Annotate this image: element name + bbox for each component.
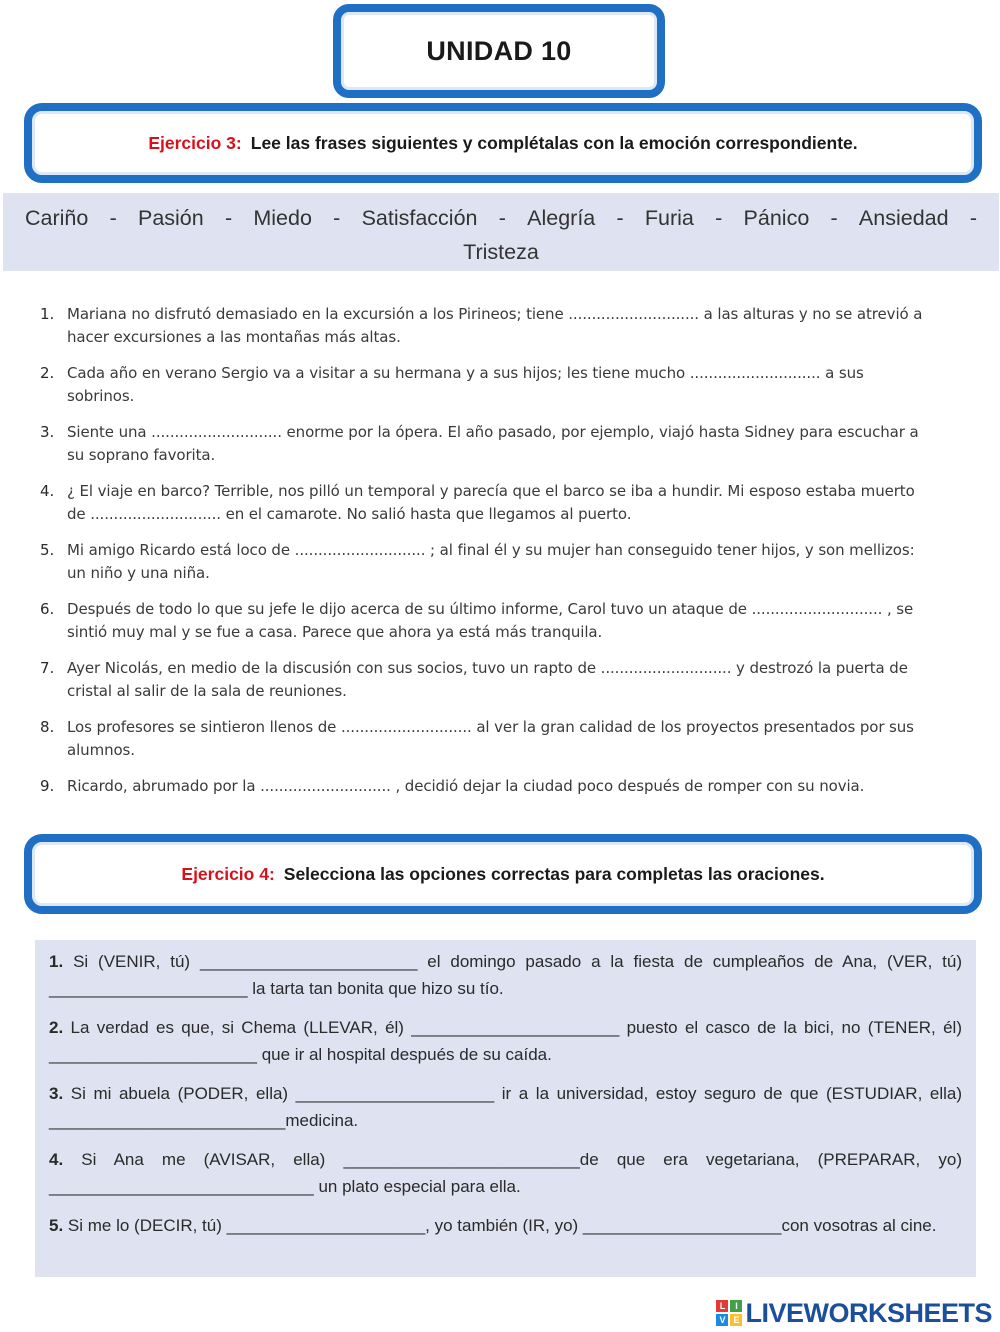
item-text: La verdad es que, si Chema (LLEVAR, él) ______________________ puesto el casco de la bici, no (TENER, él) ______________________ que ir al hospital después de su caída. xyxy=(49,1018,962,1064)
liveworksheets-logo-icon xyxy=(716,1300,742,1326)
word-bank-row xyxy=(25,201,977,235)
item-number: 2. xyxy=(49,1018,64,1037)
item-text: Si Ana me (AVISAR, ella) _________________________de que era vegetariana, (PREPARAR, yo) ____________________________ un plato especial para ella. xyxy=(49,1150,962,1196)
exercise4-panel xyxy=(35,940,976,1277)
sentence-text: Ricardo, abrumado por la ............................ , decidió dejar la ciudad poco después de romper con su novia. xyxy=(67,777,865,795)
sentence-text: Ayer Nicolás, en medio de la discusión con sus socios, tuvo un rapto de ............................ y destrozó la puerta de cristal al salir de la sala de reuniones. xyxy=(67,659,908,700)
word-bank-separator: - xyxy=(715,206,723,230)
sentence-number: 3. xyxy=(40,423,55,441)
word-bank-word: Miedo xyxy=(253,206,312,230)
word-bank-separator: - xyxy=(333,206,341,230)
logo-tile: V xyxy=(716,1314,728,1326)
sentence-number: 9. xyxy=(40,777,55,795)
list-item xyxy=(49,1212,962,1239)
sentence-text: Cada año en verano Sergio va a visitar a su hermana y a sus hijos; les tiene mucho ............................ a sus sobrinos. xyxy=(67,364,864,405)
word-bank-separator: - xyxy=(616,206,624,230)
exercise3-instruction: Lee las frases siguientes y complétalas con la emoción correspondiente. xyxy=(250,132,858,153)
logo-tile: I xyxy=(730,1300,742,1312)
exercise4-header xyxy=(24,834,982,914)
list-item xyxy=(49,1146,962,1200)
sentence-text: Siente una ............................ enorme por la ópera. El año pasado, por ejemplo, viajó hasta Sidney para escuchar a su soprano favorita. xyxy=(67,423,919,464)
sentence-text: Mi amigo Ricardo está loco de ............................ ; al final él y su mujer han conseguido tener hijos, y son mellizos: un niño y una niña. xyxy=(67,541,915,582)
list-item xyxy=(40,598,930,644)
word-bank-separator: - xyxy=(830,206,838,230)
liveworksheets-watermark xyxy=(716,1298,992,1328)
exercise3-sentences xyxy=(40,303,930,811)
item-text: Si (VENIR, tú) _______________________ el domingo pasado a la fiesta de cumpleaños de Ana, (VER, tú) _____________________ la tarta tan bonita que hizo su tío. xyxy=(49,952,962,998)
word-bank-separator: - xyxy=(969,206,977,230)
item-text: Si me lo (DECIR, tú) _____________________, yo también (IR, yo) _____________________con vosotras al cine. xyxy=(67,1216,937,1235)
logo-tile: E xyxy=(730,1314,742,1326)
unit-title: UNIDAD 10 xyxy=(426,35,572,66)
word-bank-separator: - xyxy=(109,206,117,230)
sentence-number: 5. xyxy=(40,541,55,559)
sentence-number: 2. xyxy=(40,364,55,382)
word-bank-word: Alegría xyxy=(527,206,596,230)
item-number: 5. xyxy=(49,1216,64,1235)
list-item xyxy=(40,303,930,349)
sentence-text: Los profesores se sintieron llenos de ............................ al ver la gran calidad de los proyectos presentados por sus alumnos. xyxy=(67,718,914,759)
word-bank-word: Pánico xyxy=(743,206,810,230)
item-number: 3. xyxy=(49,1084,64,1103)
word-bank-word: Ansiedad xyxy=(858,206,949,230)
word-bank-separator: - xyxy=(224,206,233,230)
item-text: Si mi abuela (PODER, ella) _____________________ ir a la universidad, estoy seguro de que (ESTUDIAR, ella) _________________________medicina. xyxy=(49,1084,962,1130)
item-number: 4. xyxy=(49,1150,64,1169)
sentence-number: 8. xyxy=(40,718,55,736)
logo-tile: L xyxy=(716,1300,728,1312)
list-item xyxy=(40,421,930,467)
watermark-text: LIVEWORKSHEETS xyxy=(745,1297,992,1328)
list-item xyxy=(40,362,930,408)
list-item xyxy=(49,948,962,1002)
list-item xyxy=(40,716,930,762)
list-item xyxy=(40,775,930,798)
exercise4-instruction: Selecciona las opciones correctas para completas las oraciones. xyxy=(283,863,825,884)
sentence-number: 7. xyxy=(40,659,55,677)
sentence-text: ¿ El viaje en barco? Terrible, nos pilló un temporal y parecía que el barco se iba a hundir. Mi esposo estaba muerto de ............................ en el camarote. No salió hasta que llegamos al puerto. xyxy=(67,482,915,523)
list-item xyxy=(49,1014,962,1068)
word-bank-word: Satisfacción xyxy=(361,206,478,230)
unit-title-box xyxy=(333,4,665,98)
sentence-number: 1. xyxy=(40,305,55,323)
sentence-text: Mariana no disfrutó demasiado en la excursión a los Pirineos; tiene ............................ a las alturas y no se atrevió a hacer excursiones a las montañas más altas. xyxy=(67,305,923,346)
list-item xyxy=(40,480,930,526)
list-item xyxy=(40,539,930,585)
word-bank-word: Furia xyxy=(644,206,694,230)
word-bank xyxy=(3,193,999,271)
sentence-number: 4. xyxy=(40,482,55,500)
list-item xyxy=(49,1080,962,1134)
list-item xyxy=(40,657,930,703)
word-bank-separator: - xyxy=(498,206,506,230)
word-bank-word: Tristeza xyxy=(463,240,539,264)
sentence-number: 6. xyxy=(40,600,55,618)
exercise3-header xyxy=(24,103,982,183)
sentence-text: Después de todo lo que su jefe le dijo acerca de su último informe, Carol tuvo un ataque de ............................ , se sintió muy mal y se fue a casa. Parece que ahora ya está más tranquila. xyxy=(67,600,914,641)
item-number: 1. xyxy=(49,952,64,971)
exercise4-label: Ejercicio 4: xyxy=(181,863,275,884)
word-bank-word: Pasión xyxy=(137,206,204,230)
word-bank-word: Cariño xyxy=(25,206,89,230)
exercise3-label: Ejercicio 3: xyxy=(148,132,242,153)
